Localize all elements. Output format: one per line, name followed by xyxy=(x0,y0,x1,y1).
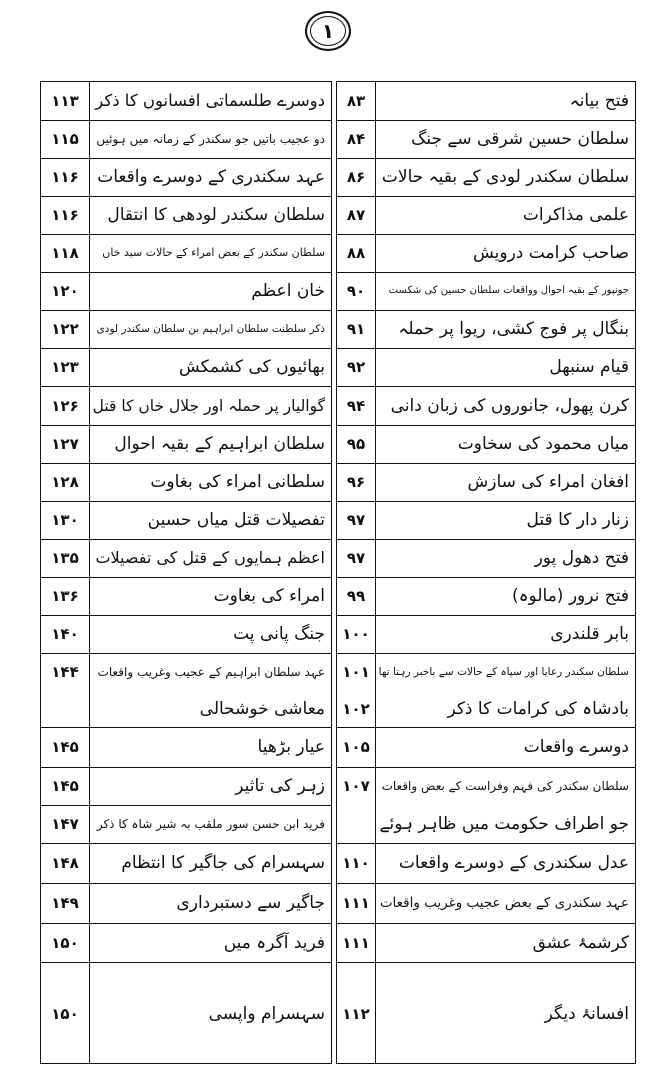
toc-entry-title: سلطانی امراء کی بغاوت xyxy=(150,472,325,492)
toc-entry-title: عہد سکندری کے دوسرے واقعات xyxy=(97,167,325,187)
toc-entry-page: ۱۱۳ xyxy=(51,92,79,110)
toc-entry-page: ۹۷ xyxy=(346,511,366,529)
toc-entry-page: ۱۰۲ xyxy=(342,700,370,718)
toc-entry-title: سلطان ابراہیم کے بقیہ احوال xyxy=(114,434,325,454)
toc-entry-title: فرید ابن حسن سور ملقب بہ شیر شاہ کا ذکر xyxy=(96,817,325,831)
row-separator xyxy=(41,843,331,844)
toc-entry-title: قیام سنبھل xyxy=(549,357,629,377)
toc-entry-title: خان اعظم xyxy=(251,281,325,301)
row-separator xyxy=(41,463,331,464)
row-separator xyxy=(41,425,331,426)
row-separator xyxy=(337,158,635,159)
toc-entry-title: بادشاہ کی کرامات کا ذکر xyxy=(447,699,629,719)
toc-entry-title: امراء کی بغاوت xyxy=(213,586,325,606)
toc-entry-title: سہسرام واپسی xyxy=(208,1004,325,1024)
row-separator xyxy=(41,615,331,616)
toc-entry-title: سلطان سکندر لودی کے بقیہ حالات xyxy=(381,167,629,187)
toc-entry-page: ۱۲۶ xyxy=(51,397,79,415)
toc-entry-page: ۱۴۹ xyxy=(51,894,79,912)
toc-right-column xyxy=(336,81,636,1064)
row-separator xyxy=(337,501,635,502)
toc-entry-title: جو اطراف حکومت میں ظاہر ہوئے xyxy=(379,814,629,834)
row-separator xyxy=(337,577,635,578)
row-separator xyxy=(337,272,635,273)
toc-entry-page: ۱۱۰ xyxy=(342,854,370,872)
toc-entry-page: ۱۳۵ xyxy=(51,549,79,567)
toc-entry-page: ۱۱۶ xyxy=(51,206,79,224)
toc-entry-title: فتح بیانہ xyxy=(569,91,629,111)
toc-entry-page: ۱۱۲ xyxy=(342,1005,370,1023)
toc-entry-page: ۹۷ xyxy=(346,549,366,567)
row-separator xyxy=(41,120,331,121)
toc-entry-title: عہد سلطان ابراہیم کے عجیب وغریب واقعات xyxy=(97,665,325,679)
toc-entry-page: ۱۴۵ xyxy=(51,777,79,795)
row-separator xyxy=(337,727,635,728)
toc-entry-page: ۹۰ xyxy=(346,282,366,300)
toc-entry-page: ۱۲۰ xyxy=(51,282,79,300)
toc-entry-title: جاگیر سے دستبرداری xyxy=(176,893,325,913)
row-separator xyxy=(337,348,635,349)
row-separator xyxy=(337,425,635,426)
toc-entry-page: ۱۵۰ xyxy=(51,1005,79,1023)
toc-entry-title: فتح نرور (مالوہ) xyxy=(511,586,629,606)
row-separator xyxy=(41,727,331,728)
toc-entry-page: ۱۰۰ xyxy=(342,625,370,643)
row-separator xyxy=(41,386,331,387)
row-separator xyxy=(337,923,635,924)
row-separator xyxy=(41,653,331,654)
row-separator xyxy=(41,577,331,578)
toc-entry-title: افسانۂ دیگر xyxy=(544,1004,629,1024)
toc-entry-page: ۱۴۷ xyxy=(51,815,79,833)
row-separator xyxy=(41,196,331,197)
column-divider xyxy=(375,82,376,1063)
toc-entry-title: دو عجیب باتیں جو سکندر کے زمانہ میں ہوئیں xyxy=(96,132,325,146)
toc-entry-title: معاشی خوشحالی xyxy=(199,699,325,719)
row-separator xyxy=(337,196,635,197)
row-separator xyxy=(41,348,331,349)
toc-entry-title: سلطان سکندر کی فہم وفراست کے بعض واقعات xyxy=(381,779,629,793)
row-separator xyxy=(337,539,635,540)
row-separator xyxy=(337,463,635,464)
toc-entry-title: سہسرام کی جاگیر کا انتظام xyxy=(121,853,325,873)
toc-entry-page: ۱۱۶ xyxy=(51,168,79,186)
toc-entry-title: میاں محمود کی سخاوت xyxy=(457,434,629,454)
page-number: ۱ xyxy=(305,11,351,51)
toc-entry-page: ۱۱۸ xyxy=(51,244,79,262)
toc-entry-page: ۱۱۱ xyxy=(342,934,370,952)
row-separator xyxy=(41,805,331,806)
toc-entry-page: ۸۸ xyxy=(346,244,366,262)
toc-entry-page: ۱۳۶ xyxy=(51,587,79,605)
toc-entry-title: جنگ پانی پت xyxy=(233,624,325,644)
row-separator xyxy=(41,501,331,502)
row-separator xyxy=(337,962,635,963)
toc-entry-page: ۹۴ xyxy=(346,397,366,415)
row-separator xyxy=(337,883,635,884)
row-separator xyxy=(41,539,331,540)
row-separator xyxy=(337,386,635,387)
toc-entry-page: ۱۲۷ xyxy=(51,435,79,453)
toc-entry-title: زہر کی تاثیر xyxy=(235,776,325,796)
toc-entry-page: ۹۹ xyxy=(346,587,366,605)
row-separator xyxy=(337,615,635,616)
toc-entry-page: ۸۴ xyxy=(346,130,366,148)
row-separator xyxy=(41,234,331,235)
toc-entry-title: اعظم ہمایوں کے قتل کی تفصیلات xyxy=(95,548,325,567)
column-divider xyxy=(89,82,90,1063)
toc-entry-title: صاحب کرامت درویش xyxy=(472,243,629,263)
toc-entry-title: زنار دار کا قتل xyxy=(526,510,629,530)
toc-entry-title: عہد سکندری کے بعض عجیب وغریب واقعات xyxy=(379,895,629,911)
toc-entry-title: افغان امراء کی سازش xyxy=(467,472,629,492)
row-separator xyxy=(41,767,331,768)
toc-entry-page: ۱۴۰ xyxy=(51,625,79,643)
toc-entry-title: بھائیوں کی کشمکش xyxy=(178,357,325,377)
row-separator xyxy=(337,653,635,654)
toc-entry-title: فرید آگرہ میں xyxy=(223,933,325,953)
toc-entry-title: عیار بڑھیا xyxy=(257,737,325,757)
toc-entry-page: ۱۱۵ xyxy=(51,130,79,148)
toc-entry-page: ۸۶ xyxy=(346,168,366,186)
toc-entry-page: ۹۶ xyxy=(346,473,366,491)
toc-entry-page: ۱۵۰ xyxy=(51,934,79,952)
toc-entry-title: کرشمۂ عشق xyxy=(532,933,629,953)
toc-left-column xyxy=(40,81,332,1064)
toc-entry-title: عدل سکندری کے دوسرے واقعات xyxy=(398,853,629,873)
toc-entry-page: ۱۲۸ xyxy=(51,473,79,491)
row-separator xyxy=(41,158,331,159)
toc-entry-title: جونپور کے بقیہ احوال وواقعات سلطان حسین کی شکست xyxy=(388,285,629,296)
toc-entry-title: سلطان سکندر لودھی کا انتقال xyxy=(107,205,325,225)
toc-entry-title: کرن پھول، جانوروں کی زبان دانی xyxy=(390,396,629,416)
toc-entry-title: بابر قلندری xyxy=(550,624,629,644)
row-separator xyxy=(41,923,331,924)
toc-entry-page: ۱۰۱ xyxy=(342,663,370,681)
toc-entry-page: ۸۳ xyxy=(346,92,366,110)
toc-entry-page: ۱۴۵ xyxy=(51,738,79,756)
toc-entry-page: ۱۱۱ xyxy=(342,894,370,912)
row-separator xyxy=(337,843,635,844)
toc-entry-title: سلطان سکندر رعایا اور سپاہ کے حالات سے باخبر رہتا تھا xyxy=(378,666,629,678)
row-separator xyxy=(41,962,331,963)
row-separator xyxy=(337,767,635,768)
table-of-contents xyxy=(38,81,638,1064)
toc-entry-page: ۱۰۵ xyxy=(342,738,370,756)
toc-entry-page: ۹۲ xyxy=(346,358,366,376)
toc-entry-page: ۸۷ xyxy=(346,206,366,224)
toc-entry-page: ۱۰۷ xyxy=(342,777,370,795)
toc-entry-page: ۱۲۳ xyxy=(51,358,79,376)
toc-entry-title: سلطان حسین شرقی سے جنگ xyxy=(411,129,629,149)
row-separator xyxy=(41,310,331,311)
toc-entry-page: ۱۴۴ xyxy=(51,663,79,681)
toc-entry-page: ۹۱ xyxy=(346,320,366,338)
row-separator xyxy=(337,310,635,311)
toc-entry-title: فتح دھول پور xyxy=(534,548,629,568)
toc-entry-title: علمی مذاکرات xyxy=(522,205,629,225)
toc-entry-title: تفصیلات قتل میاں حسین xyxy=(147,510,325,530)
toc-entry-title: دوسرے طلسماتی افسانوں کا ذکر xyxy=(95,91,325,110)
row-separator xyxy=(41,883,331,884)
row-separator xyxy=(337,120,635,121)
toc-entry-title: سلطان سکندر کے بعض امراء کے حالات سید خاں xyxy=(102,246,325,259)
toc-entry-title: دوسرے واقعات xyxy=(523,737,629,757)
toc-entry-page: ۱۲۲ xyxy=(51,320,79,338)
toc-entry-title: بنگال پر فوج کشی، ریوا پر حملہ xyxy=(398,319,629,339)
toc-entry-page: ۱۳۰ xyxy=(51,511,79,529)
row-separator xyxy=(337,234,635,235)
toc-entry-title: ذکر سلطنت سلطان ابراہیم بن سلطان سکندر لودی xyxy=(96,323,325,335)
row-separator xyxy=(41,272,331,273)
toc-entry-title: گوالیار پر حملہ اور جلال خاں کا قتل xyxy=(92,397,325,415)
toc-entry-page: ۱۴۸ xyxy=(51,854,79,872)
toc-entry-page: ۹۵ xyxy=(346,435,366,453)
